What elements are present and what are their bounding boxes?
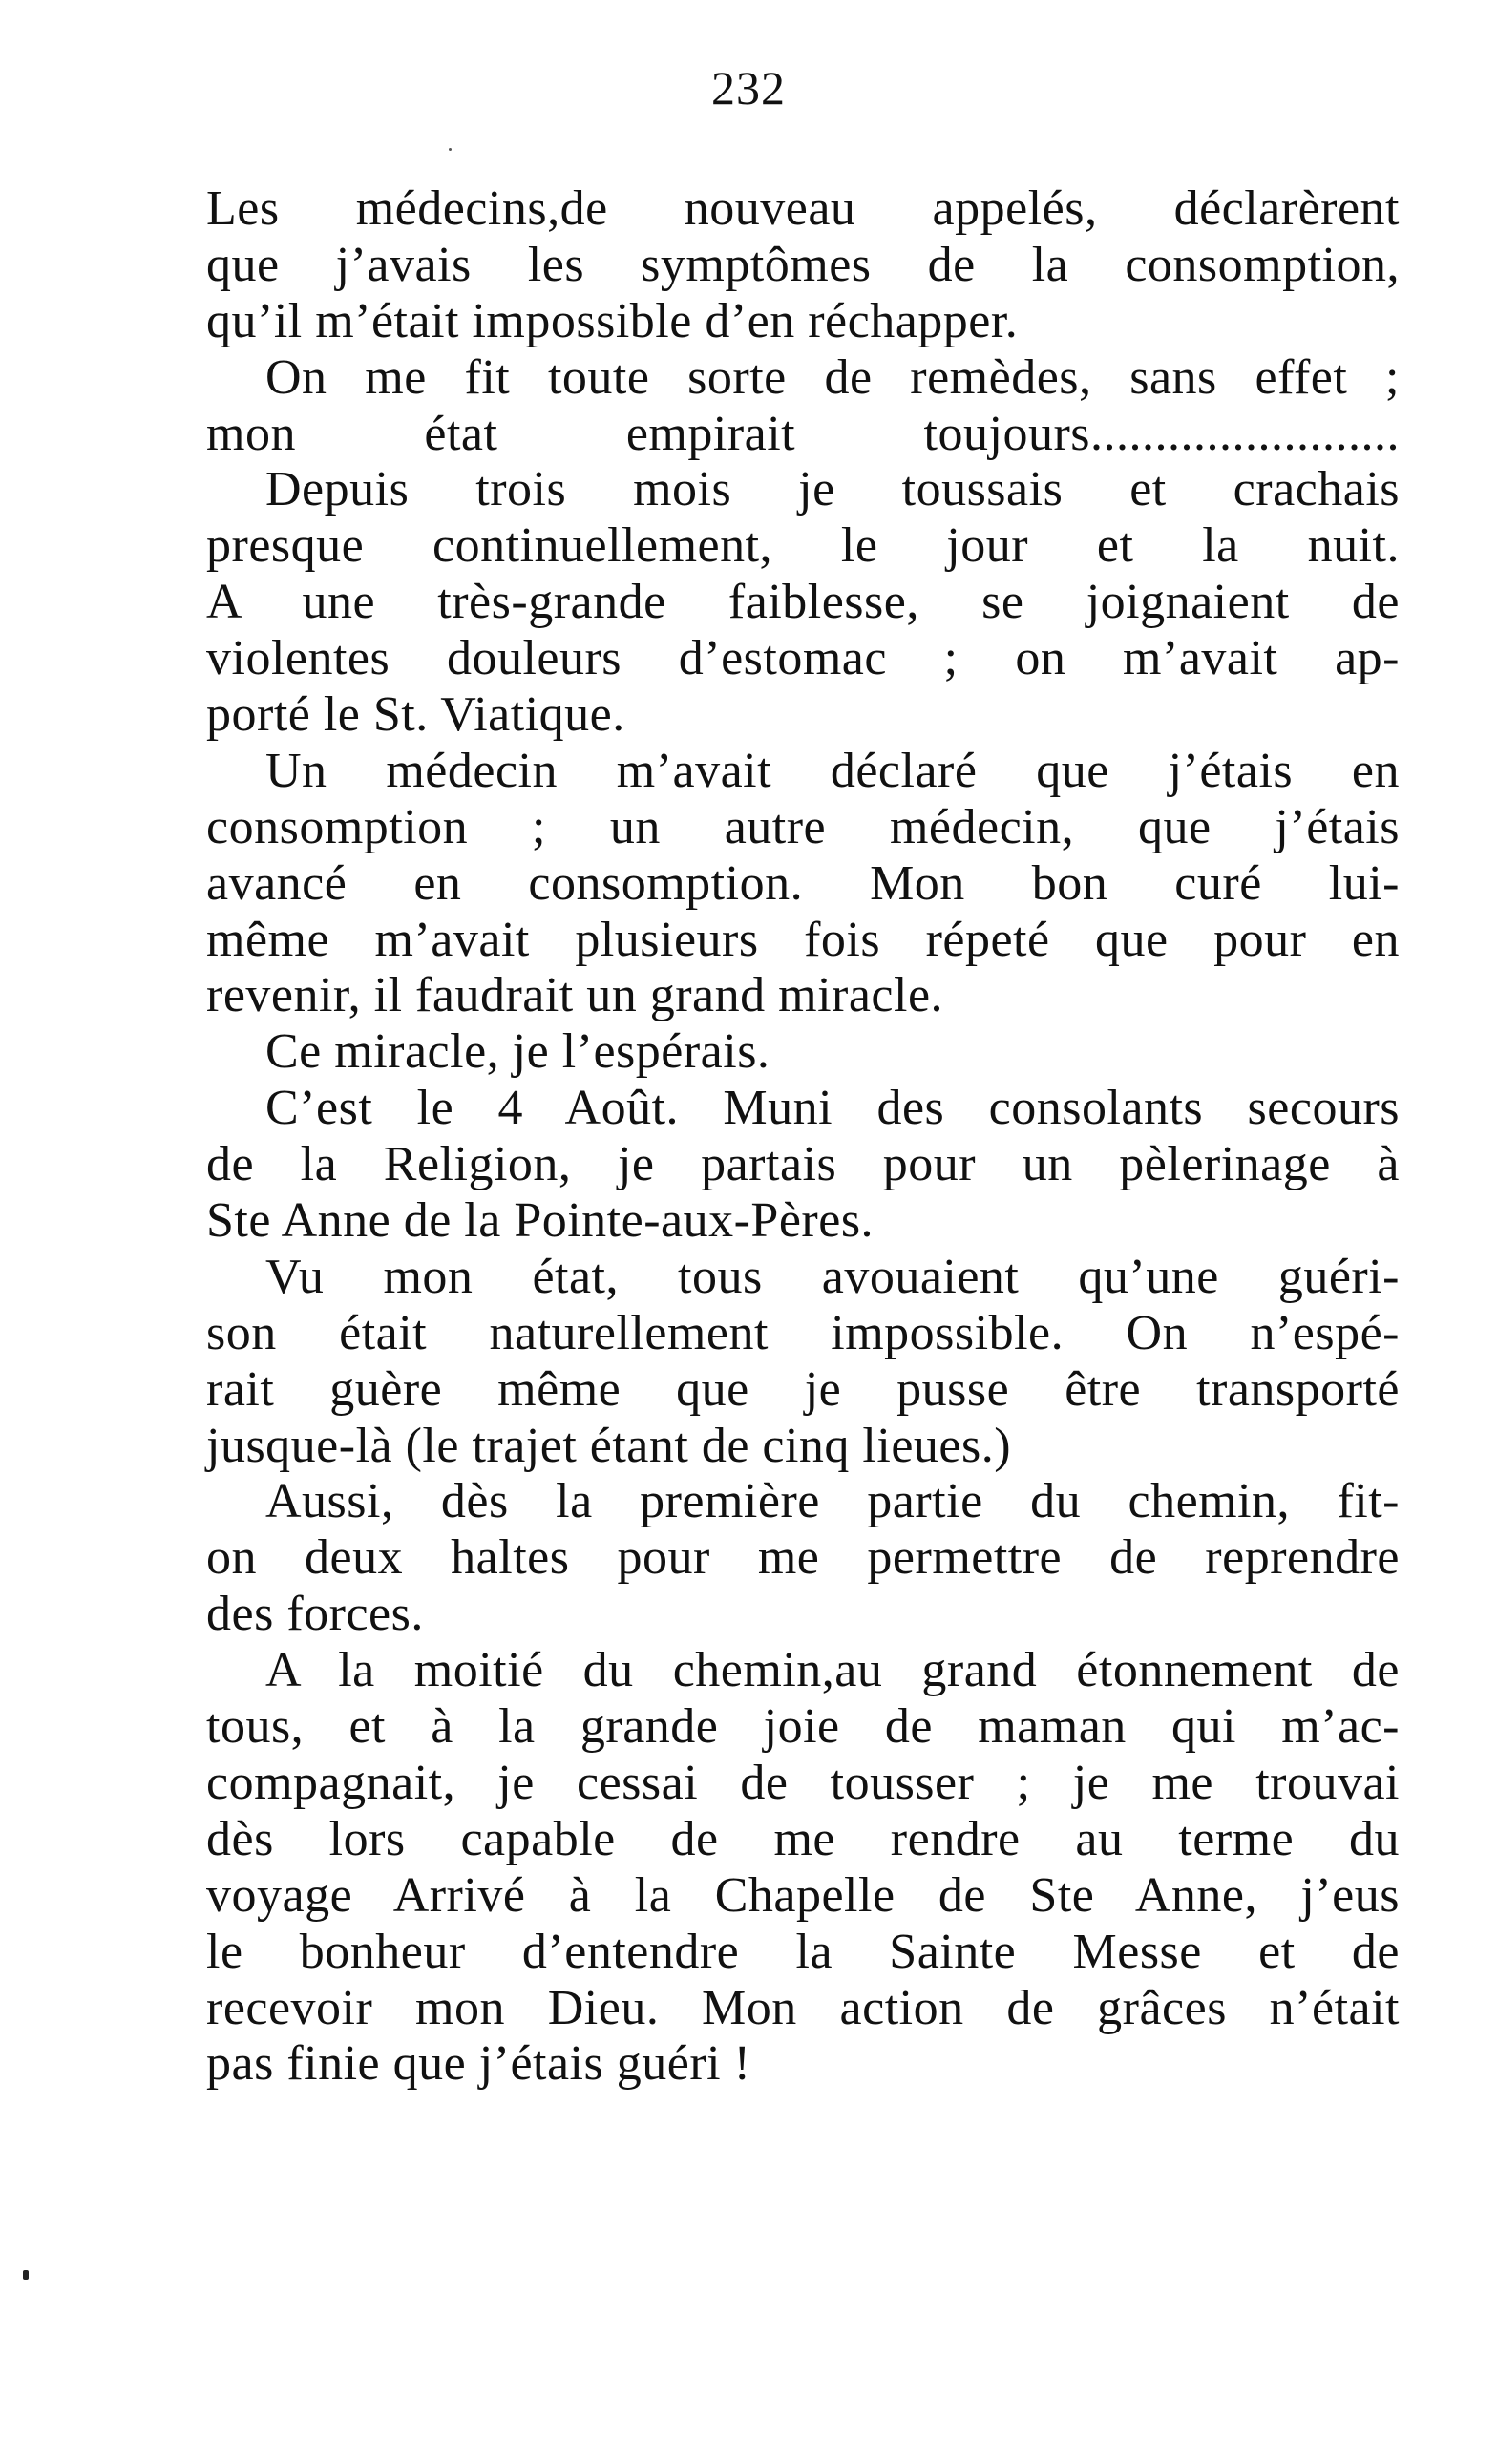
text-line: mon état empirait toujours........................ (206, 406, 1400, 461)
ink-speck (449, 148, 452, 151)
page-number: 232 (711, 61, 786, 115)
text-line: porté le St. Viatique. (206, 687, 625, 743)
text-line: Aussi, dès la première partie du chemin, fit- (265, 1474, 1400, 1529)
ink-mark (23, 2270, 29, 2280)
text-line: avancé en consomption. Mon bon curé lui- (206, 855, 1400, 911)
text-line: C’est le 4 Août. Muni des consolants secours (265, 1081, 1400, 1136)
text-line: Vu mon état, tous avouaient qu’une guéri- (265, 1249, 1400, 1304)
text-line: consomption ; un autre médecin, que j’étais (206, 799, 1400, 854)
text-line: Ce miracle, je l’espérais. (265, 1024, 770, 1080)
text-line: le bonheur d’entendre la Sainte Messe et de (206, 1924, 1400, 1979)
text-line: Les médecins,de nouveau appelés, déclarèrent (206, 181, 1400, 236)
text-line: A la moitié du chemin,au grand étonnement de (265, 1643, 1400, 1698)
text-line: Ste Anne de la Pointe-aux-Pères. (206, 1193, 875, 1249)
text-line: Un médecin m’avait déclaré que j’étais en (265, 743, 1400, 798)
text-line: tous, et à la grande joie de maman qui m’ac- (206, 1699, 1400, 1755)
text-line: On me fit toute sorte de remèdes, sans effet ; (265, 349, 1400, 405)
text-line: rait guère même que je pusse être transporté (206, 1361, 1400, 1417)
body-text (206, 181, 1400, 2093)
text-line: A une très-grande faiblesse, se joignaient de (206, 575, 1400, 630)
text-line: recevoir mon Dieu. Mon action de grâces n’était (206, 1980, 1400, 2035)
text-line: on deux haltes pour me permettre de reprendre (206, 1530, 1400, 1586)
text-line: que j’avais les symptômes de la consomption, (206, 237, 1400, 292)
text-line: des forces. (206, 1587, 424, 1642)
text-line: violentes douleurs d’estomac ; on m’avait ap- (206, 631, 1400, 686)
text-line: même m’avait plusieurs fois répeté que pour en (206, 912, 1400, 967)
text-line: Depuis trois mois je toussais et crachais (265, 462, 1400, 517)
text-line: jusque-là (le trajet étant de cinq lieues.) (206, 1418, 1012, 1473)
text-line: compagnait, je cessai de tousser ; je me trouvai (206, 1755, 1400, 1810)
text-line: qu’il m’était impossible d’en réchapper. (206, 293, 1019, 348)
text-line: de la Religion, je partais pour un pèlerinage à (206, 1137, 1400, 1192)
text-line: son était naturellement impossible. On n’espé- (206, 1305, 1400, 1360)
text-line: presque continuellement, le jour et la nuit. (206, 518, 1400, 574)
text-line: revenir, il faudrait un grand miracle. (206, 968, 944, 1023)
text-line: dès lors capable de me rendre au terme du (206, 1811, 1400, 1866)
text-line: pas finie que j’étais guéri ! (206, 2036, 751, 2092)
text-line: voyage Arrivé à la Chapelle de Ste Anne, j’eus (206, 1867, 1400, 1923)
